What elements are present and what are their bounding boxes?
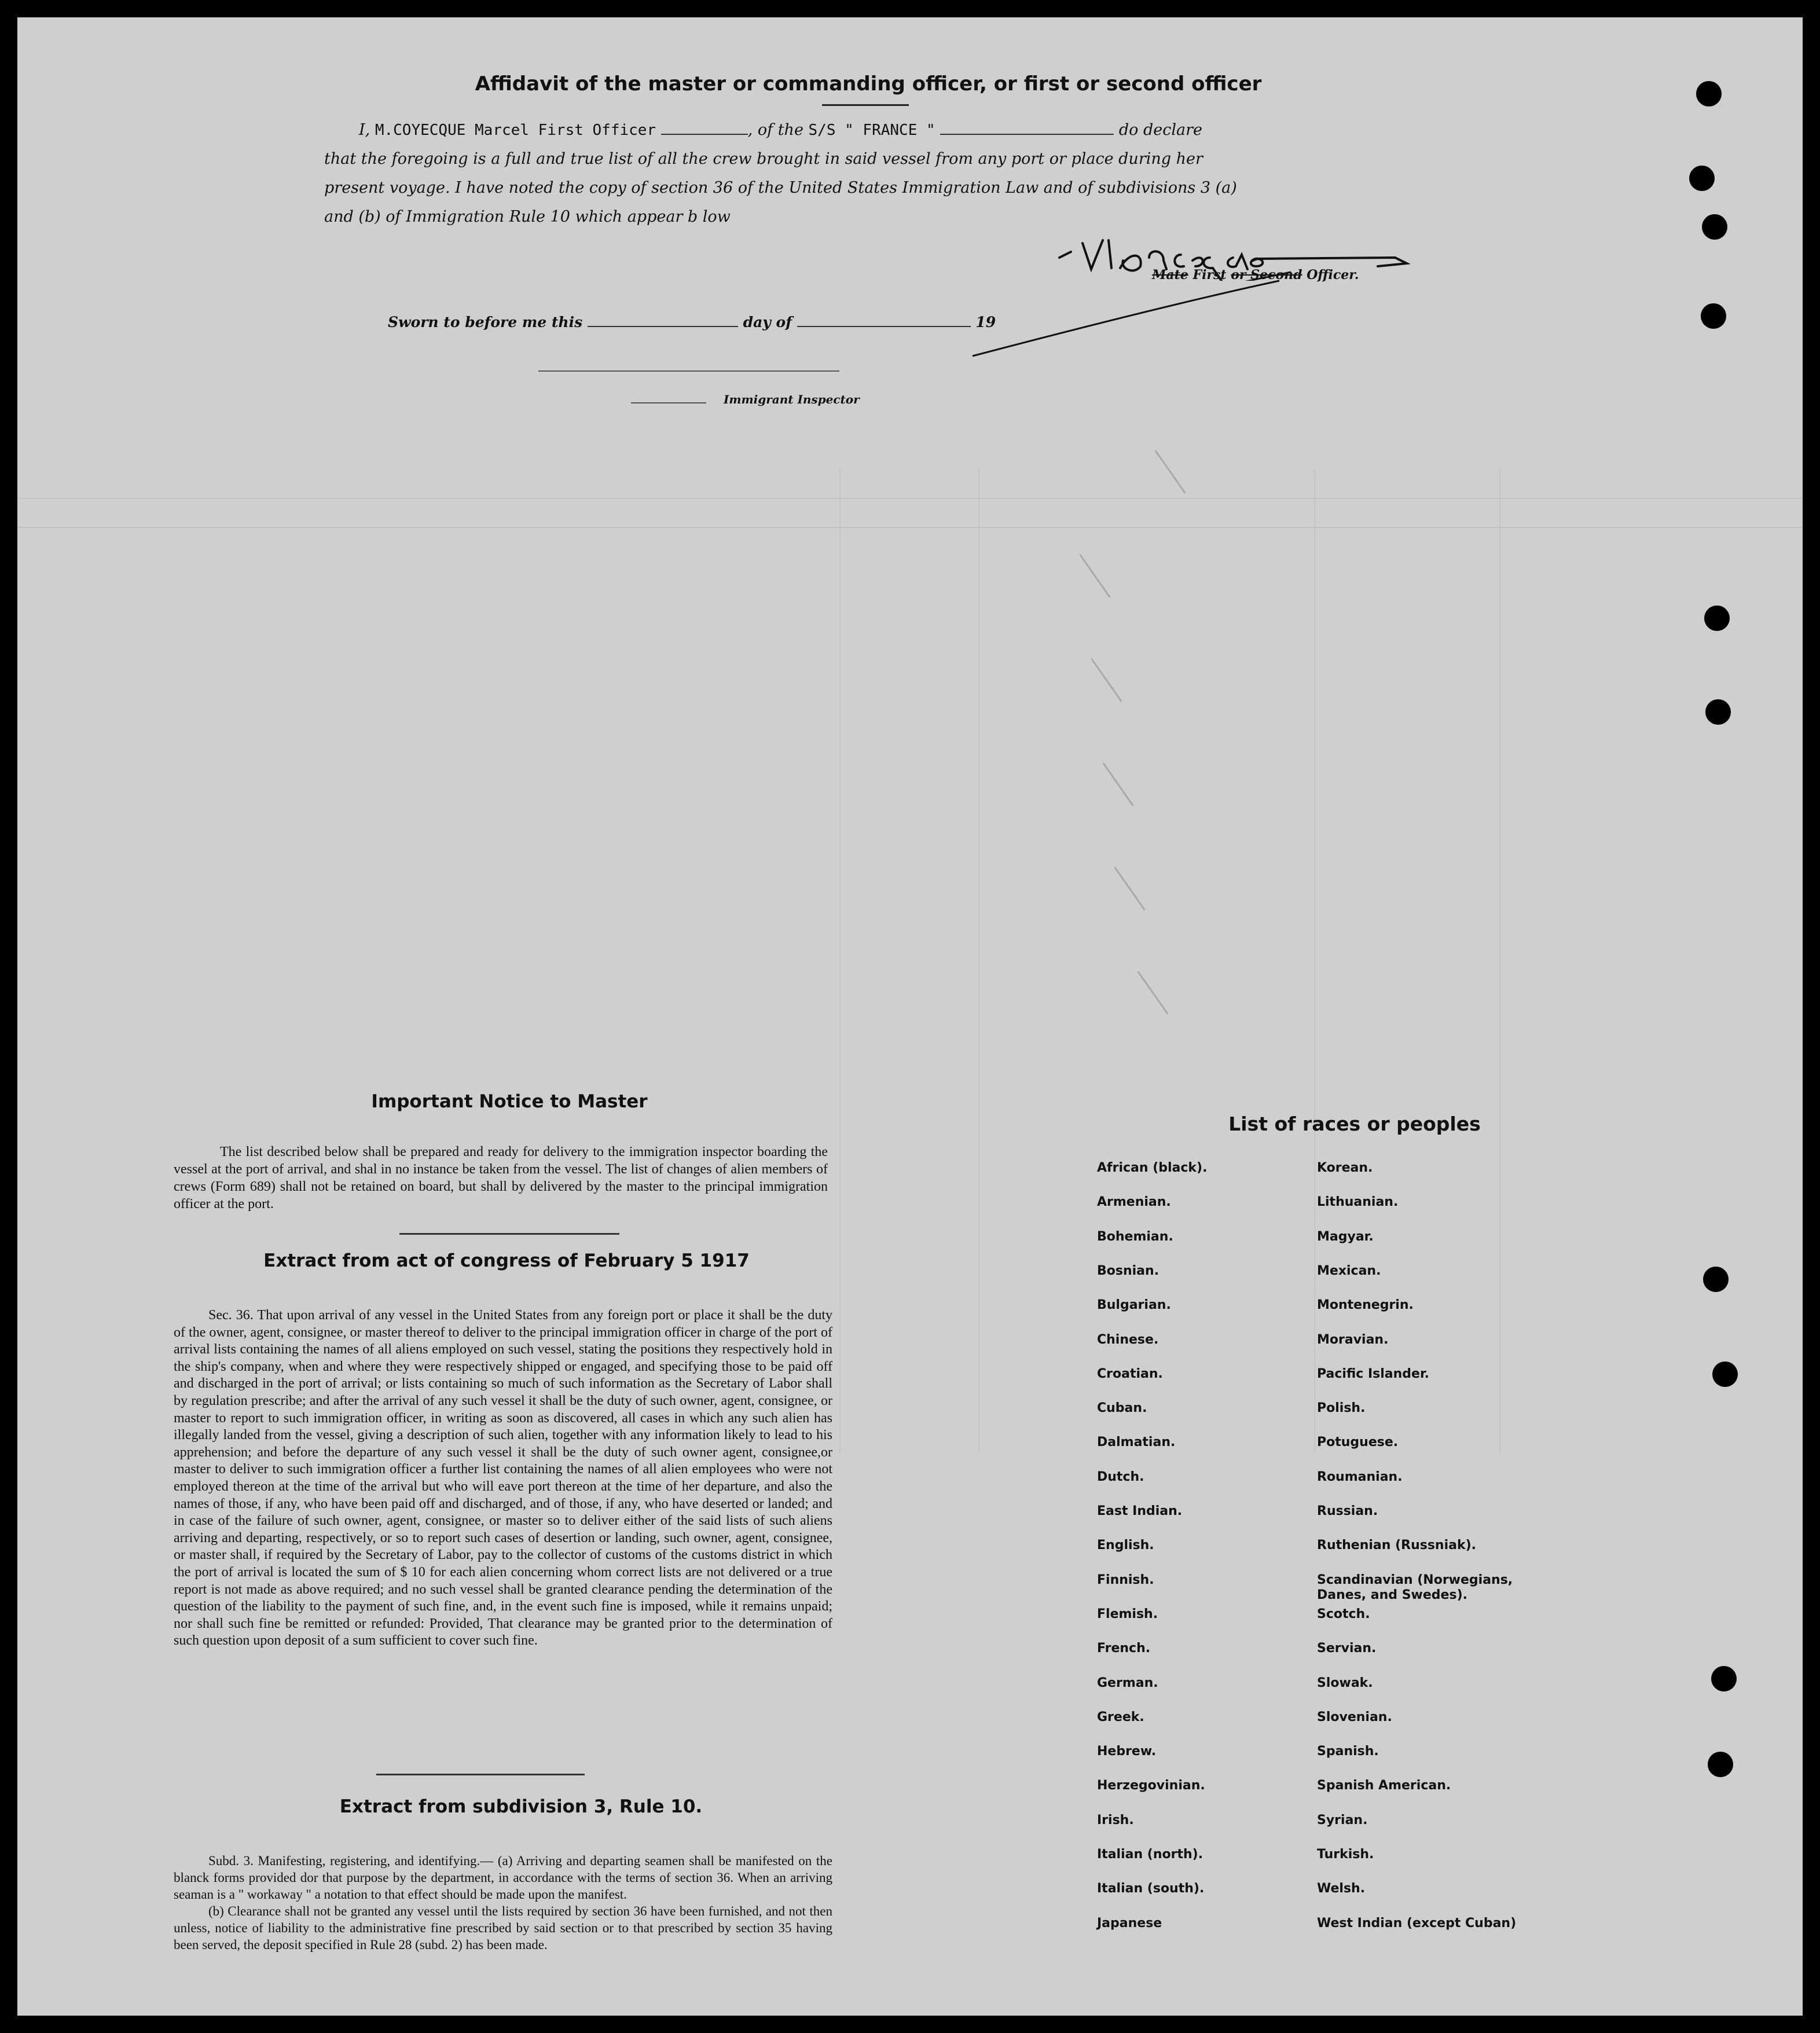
race-item: Irish.: [1097, 1812, 1134, 1828]
vessel-name: S/S " FRANCE ": [808, 122, 935, 139]
race-item: Montenegrin.: [1317, 1298, 1414, 1313]
race-item: Spanish.: [1317, 1744, 1379, 1759]
ghost-column: [978, 469, 979, 1453]
title-divider: [822, 104, 909, 106]
race-item: Scandinavian (Norwegians, Danes, and Swedes).: [1317, 1572, 1513, 1602]
punch-hole: [1703, 1267, 1729, 1292]
notice-body: The list described below shall be prepared and ready for delivery to the immigration inspector boarding the vessel at the port of arrival, and shal in no instance be taken from the vessel. The list of changes of alien members of crews (Form 689) shall not be retained on board, but shall by delivered by the master to the principal immigration officer at the port.: [174, 1144, 828, 1212]
race-item: Italian (south).: [1097, 1881, 1205, 1896]
pencil-mark: [1114, 867, 1145, 910]
subdivision-para-b: (b) Clearance shall not be granted any vessel until the lists required by section 36 have been furnished, and not then unless, notice of liability to the administrative fine prescribed by said section or to that prescribed by section 35 having been served, the deposit specified in Rule 28 (subd. 2) has been made.: [174, 1904, 832, 1952]
race-item: Finnish.: [1097, 1572, 1154, 1587]
officer-first: First: [1192, 267, 1227, 282]
race-item: Moravian.: [1317, 1332, 1389, 1347]
race-item: Herzegovinian.: [1097, 1778, 1205, 1793]
race-item: Scotch.: [1317, 1606, 1370, 1621]
race-item: Ruthenian (Russniak).: [1317, 1538, 1477, 1553]
race-item: African (black).: [1097, 1161, 1208, 1175]
punch-hole: [1689, 166, 1715, 191]
do-declare-text: do declare: [1118, 121, 1202, 139]
declaration-line-3: present voyage. I have noted the copy of section 36 of the United States Immigration Law and of subdivisions 3 (a): [324, 179, 1237, 197]
race-item: Mexican.: [1317, 1263, 1381, 1278]
declaration-line-1: [359, 116, 1412, 145]
notice-title: Important Notice to Master: [371, 1091, 648, 1112]
race-item: Welsh.: [1317, 1881, 1366, 1896]
punch-hole: [1708, 1752, 1733, 1777]
race-item: West Indian (except Cuban): [1317, 1915, 1517, 1931]
ghost-rule: [17, 527, 1803, 528]
race-item: Russian.: [1317, 1504, 1378, 1518]
ghost-column: [1314, 469, 1315, 1453]
sworn-day-blank: [588, 310, 738, 327]
race-item: Pacific Islander.: [1317, 1366, 1430, 1381]
of-the-text: , of the: [747, 121, 803, 139]
section-36-text: Sec. 36. That upon arrival of any vessel in the United States from any foreign port or place it shall be the duty of the owner, agent, consignee, or master thereof to deliver to the principal immigration officer in charge of the port of arrival lists containing the names of all aliens employed on such vessel, stating the positions they respectively hold in the ship's company, when and where they were respectively shipped or engaged, and specifying those to be paid off and discharged in the port of arrival; or lists containing so much of such information as the Secretary of Labor shall by regulation prescribe; and after the arrival of any such vessel it shall be the duty of such owner, agent, consignee, or master to report to such immigration officer, in writing as soon as discovered, all cases in which any such alien has illegally landed from the vessel, giving a description of such alien, together with any information likely to lead to his apprehension; and before the departure of any such vessel it shall be the duty of such owner agent, consignee,or master to deliver to such immigration officer a further list containing the names of all alien employees who were not employed thereon at the time of the arrival but who will eave port thereon at the time of her departure, and also the names of those, if any, who have been paid off and discharged, and of those, if any, who have deserted or landed; and in case of the failure of such owner, agent, consignee, or master so to deliver either of the said lists of such aliens arriving and departing, respectively, or so to report such cases of desertion or landing, such owner, agent, consignee, or master shall, if required by the Secretary of Labor, pay to the collector of customs of the customs district in which the port of arrival is located the sum of $ 10 for each alien concerning whom correct lists are not delivered or a true report is not made as above required; and no such vessel shall be granted clearance pending the determination of the question of the liability to the payment of such fine, and, in the event such fine is imposed, while it remains unpaid; nor shall such fine be remitted or refunded: Provided, That clearance may be granted prior to the determination of such question upon deposit of a sum sufficient to cover such fine.: [174, 1308, 832, 1649]
pencil-mark: [1154, 450, 1186, 493]
inspector-label: Immigrant Inspector: [724, 392, 860, 406]
year-prefix: 19: [975, 314, 996, 331]
vessel-blank: [940, 118, 1114, 135]
race-item: Magyar.: [1317, 1229, 1374, 1244]
act-divider: [376, 1774, 585, 1775]
race-item: Flemish.: [1097, 1606, 1158, 1621]
race-item: Spanish American.: [1317, 1778, 1451, 1793]
race-item: German.: [1097, 1675, 1158, 1690]
struck-second: or Second: [1231, 267, 1302, 282]
day-of-text: day of: [743, 314, 792, 331]
officer-word: Officer.: [1307, 267, 1359, 282]
sworn-prefix: Sworn to before me this: [388, 314, 583, 331]
punch-hole: [1711, 1666, 1737, 1691]
race-item: East Indian.: [1097, 1504, 1183, 1518]
race-item: Dutch.: [1097, 1469, 1144, 1484]
pencil-mark: [1091, 658, 1122, 702]
race-item: Dalmatian.: [1097, 1435, 1176, 1450]
race-item: Slowak.: [1317, 1675, 1373, 1690]
race-item: Korean.: [1317, 1161, 1373, 1175]
race-item: Bosnian.: [1097, 1263, 1159, 1278]
signature-stroke: [967, 275, 1291, 362]
race-item: Turkish.: [1317, 1847, 1374, 1862]
inspector-signature-line: [538, 370, 839, 372]
race-item: Roumanian.: [1317, 1469, 1403, 1484]
declaration-line-2: that the foregoing is a full and true list of all the crew brought in said vessel from any port or place during her: [324, 150, 1203, 168]
punch-hole: [1712, 1362, 1738, 1387]
document-page: [17, 17, 1803, 2016]
ghost-rule: [17, 498, 1803, 499]
race-item: Syrian.: [1317, 1812, 1368, 1828]
race-item: Cuban.: [1097, 1401, 1147, 1416]
pencil-mark: [1137, 971, 1168, 1014]
race-item: Bulgarian.: [1097, 1298, 1171, 1313]
race-item: Armenian.: [1097, 1195, 1171, 1210]
race-item: Potuguese.: [1317, 1435, 1399, 1450]
punch-hole: [1702, 214, 1727, 240]
race-item: Croatian.: [1097, 1366, 1163, 1381]
race-item: Italian (north).: [1097, 1847, 1203, 1862]
inspector-signature-line-short: [631, 402, 706, 403]
race-item: Bohemian.: [1097, 1229, 1173, 1244]
punch-hole: [1705, 699, 1731, 725]
race-item: Greek.: [1097, 1709, 1144, 1724]
punch-hole: [1696, 81, 1722, 107]
race-item: Lithuanian.: [1317, 1195, 1399, 1210]
subdivision-body: [174, 1852, 832, 1953]
race-item: Chinese.: [1097, 1332, 1159, 1347]
pencil-mark: [1102, 762, 1133, 806]
race-item: Japanese: [1097, 1915, 1162, 1931]
race-item: English.: [1097, 1538, 1154, 1553]
declaration-prefix: I,: [359, 121, 370, 139]
declaration-line-4: and (b) of Immigration Rule 10 which appear b low: [324, 208, 731, 226]
struck-mate: Mate: [1152, 267, 1188, 282]
sworn-month-blank: [797, 310, 971, 327]
race-item: French.: [1097, 1641, 1151, 1656]
affidavit-title: Affidavit of the master or commanding officer, or first or second officer: [475, 72, 1262, 96]
race-item: Servian.: [1317, 1641, 1377, 1656]
punch-hole: [1701, 303, 1726, 329]
declarant-blank: [661, 118, 748, 135]
punch-hole: [1704, 606, 1730, 631]
sworn-line: [388, 310, 996, 331]
pencil-mark: [1079, 554, 1110, 597]
subdivision-title: Extract from subdivision 3, Rule 10.: [339, 1796, 703, 1817]
subdivision-para-a: Subd. 3. Manifesting, registering, and identifying.— (a) Arriving and departing seamen shall be manifested on the blanck forms provided dor that purpose by the department, in accordance with the terms of section 36. When an arriving seaman is a " workaway " a notation to that effect should be made upon the manifest.: [174, 1854, 832, 1902]
race-item: Slovenian.: [1317, 1709, 1392, 1724]
declarant-name: M.COYECQUE Marcel First Officer: [375, 122, 656, 139]
act-title: Extract from act of congress of February 5 1917: [263, 1250, 750, 1271]
race-item: Hebrew.: [1097, 1744, 1157, 1759]
ghost-column: [839, 469, 841, 1453]
races-title: List of races or peoples: [1228, 1113, 1481, 1135]
race-item: Polish.: [1317, 1401, 1366, 1416]
notice-divider: [399, 1233, 619, 1235]
